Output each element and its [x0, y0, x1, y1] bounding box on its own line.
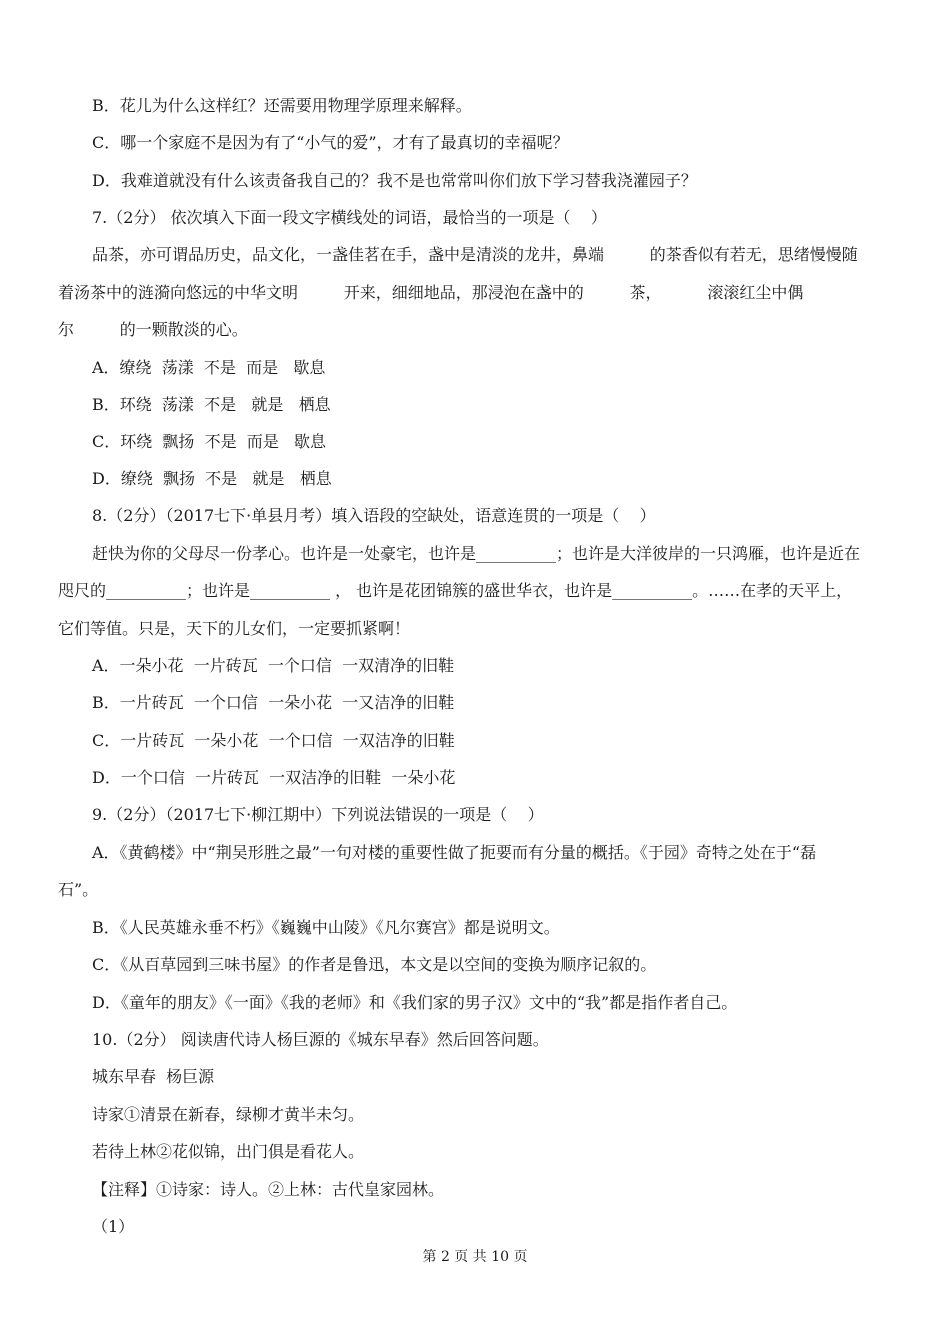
question-9-stem: 9.（2分）（2017七下·柳江期中）下列说法错误的一项是（ ）	[92, 805, 544, 824]
option-b-q6: B．花儿为什么这样红？还需要用物理学原理来解释。	[92, 96, 472, 115]
option-b-q7: B．环绕 荡漾 不是 就是 栖息	[92, 395, 331, 414]
question-8-passage-line-1: 赶快为你的父母尽一份孝心。也许是一处豪宅，也许是__________；也许是大洋彼岸的一只鸿雁，也许是近在	[92, 544, 861, 563]
option-c-q9: C．《从百草园到三味书屋》的作者是鲁迅，本文是以空间的变换为顺序记叙的。	[92, 955, 657, 974]
poem-annotation: 【注释】①诗家：诗人。②上林：古代皇家园林。	[92, 1180, 445, 1199]
poem-line-1: 诗家①清景在新春，绿柳才黄半未匀。	[92, 1105, 365, 1124]
option-a-q7: A．缭绕 荡漾 不是 而是 歇息	[92, 358, 326, 377]
option-c-q6: C．哪一个家庭不是因为有了“小气的爱”，才有了最真切的幸福呢？	[92, 133, 569, 152]
poem-title: 城东早春 杨巨源	[92, 1067, 215, 1086]
question-8-passage-line-3: 它们等值。只是，天下的儿女们，一定要抓紧啊！	[58, 619, 411, 638]
question-7-stem: 7.（2分） 依次填入下面一段文字横线处的词语，最恰当的一项是（ ）	[92, 208, 607, 227]
poem-line-2: 若待上林②花似锦，出门俱是看花人。	[92, 1142, 365, 1161]
option-a-q9: A．《黄鹤楼》中“荆吴形胜之最”一句对楼的重要性做了扼要而有分量的概括。《于园》奇特之处在于“磊	[92, 843, 817, 862]
option-d-q8: D．一个口信 一片砖瓦 一双洁净的旧鞋 一朵小花	[92, 768, 456, 787]
question-8-stem: 8.（2分）（2017七下·单县月考）填入语段的空缺处，语意连贯的一项是（ ）	[92, 506, 656, 525]
question-7-passage-line-3: 尔 的一颗散淡的心。	[58, 320, 248, 339]
option-c-q8: C．一片砖瓦 一朵小花 一个口信 一双洁净的旧鞋	[92, 731, 455, 750]
option-b-q9: B．《人民英雄永垂不朽》《巍巍中山陵》《凡尔赛宫》都是说明文。	[92, 918, 560, 937]
option-b-q8: B．一片砖瓦 一个口信 一朵小花 一又洁净的旧鞋	[92, 693, 455, 712]
option-a-q8: A．一朵小花 一片砖瓦 一个口信 一双清净的旧鞋	[92, 656, 455, 675]
page-footer: 第 2 页 共 10 页	[422, 1249, 528, 1265]
question-8-passage-line-2: 咫尺的__________；也许是__________ ， 也许是花团锦簇的盛世华衣，也许是__________。……在孝的天平上，	[58, 581, 853, 600]
question-7-passage-line-2: 着汤茶中的涟漪向悠远的中华文明 开来，细细地品，那浸泡在盏中的 茶， 滚滚红尘中偶	[58, 283, 804, 302]
question-7-passage-line-1: 品茶，亦可谓品历史，品文化，一盏佳茗在手，盏中是清淡的龙井，鼻端 的茶香似有若无，思绪慢慢随	[92, 245, 858, 264]
option-d-q6: D．我难道就没有什么该责备我自己的？我不是也常常叫你们放下学习替我浇灌园子？	[92, 171, 697, 190]
sub-question-1: （1）	[92, 1217, 135, 1236]
option-c-q7: C．环绕 飘扬 不是 而是 歇息	[92, 432, 327, 451]
option-d-q9: D．《童年的朋友》《一面》《我的老师》和《我们家的男子汉》文中的“我”都是指作者自己。	[92, 993, 738, 1012]
option-a-q9-continued: 石”。	[58, 880, 99, 899]
option-d-q7: D．缭绕 飘扬 不是 就是 栖息	[92, 469, 332, 488]
question-10-stem: 10.（2分） 阅读唐代诗人杨巨源的《城东早春》然后回答问题。	[92, 1030, 549, 1049]
